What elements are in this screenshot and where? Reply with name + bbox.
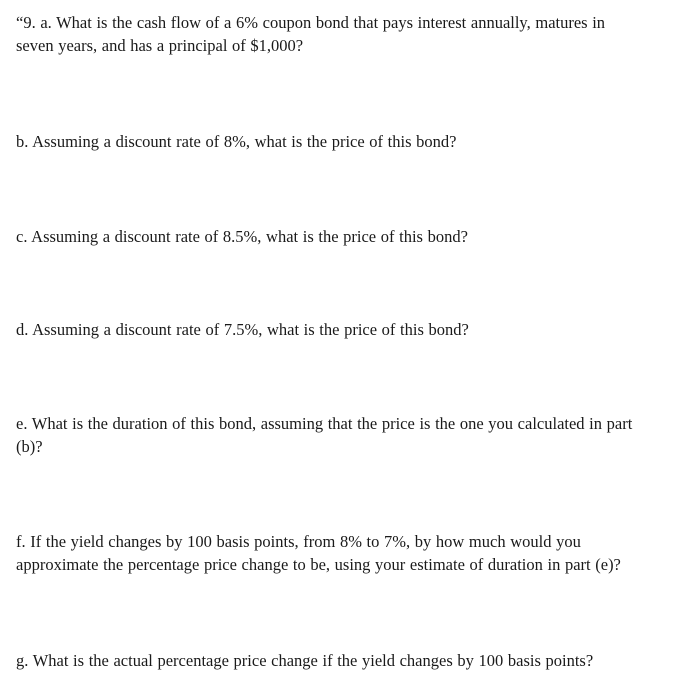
- question-9e-line-2: (b)?: [16, 437, 43, 456]
- question-9d-line-1: d. Assuming a discount rate of 7.5%, what is the price of this bond?: [16, 320, 469, 339]
- question-9a-line-1: “9. a. What is the cash flow of a 6% coupon bond that pays interest annually, matures in: [16, 13, 606, 32]
- question-9a: [16, 11, 684, 57]
- question-9e-line-1: e. What is the duration of this bond, assuming that the price is the one you calculated in part: [16, 414, 633, 433]
- question-9e: [16, 412, 684, 458]
- question-9b-line-1: b. Assuming a discount rate of 8%, what is the price of this bond?: [16, 132, 457, 151]
- question-9c: [16, 225, 684, 248]
- question-9c-line-1: c. Assuming a discount rate of 8.5%, what is the price of this bond?: [16, 227, 468, 246]
- question-9f-line-2: approximate the percentage price change to be, using your estimate of duration in part (e)?: [16, 555, 621, 574]
- question-9a-line-2: seven years, and has a principal of $1,000?: [16, 36, 304, 55]
- question-9g-line-1: g. What is the actual percentage price change if the yield changes by 100 basis points?: [16, 651, 594, 670]
- question-9f-line-1: f. If the yield changes by 100 basis points, from 8% to 7%, by how much would you: [16, 532, 581, 551]
- question-9f: [16, 530, 684, 576]
- question-9d: [16, 318, 684, 341]
- question-9b: [16, 130, 684, 153]
- question-9g: [16, 649, 684, 672]
